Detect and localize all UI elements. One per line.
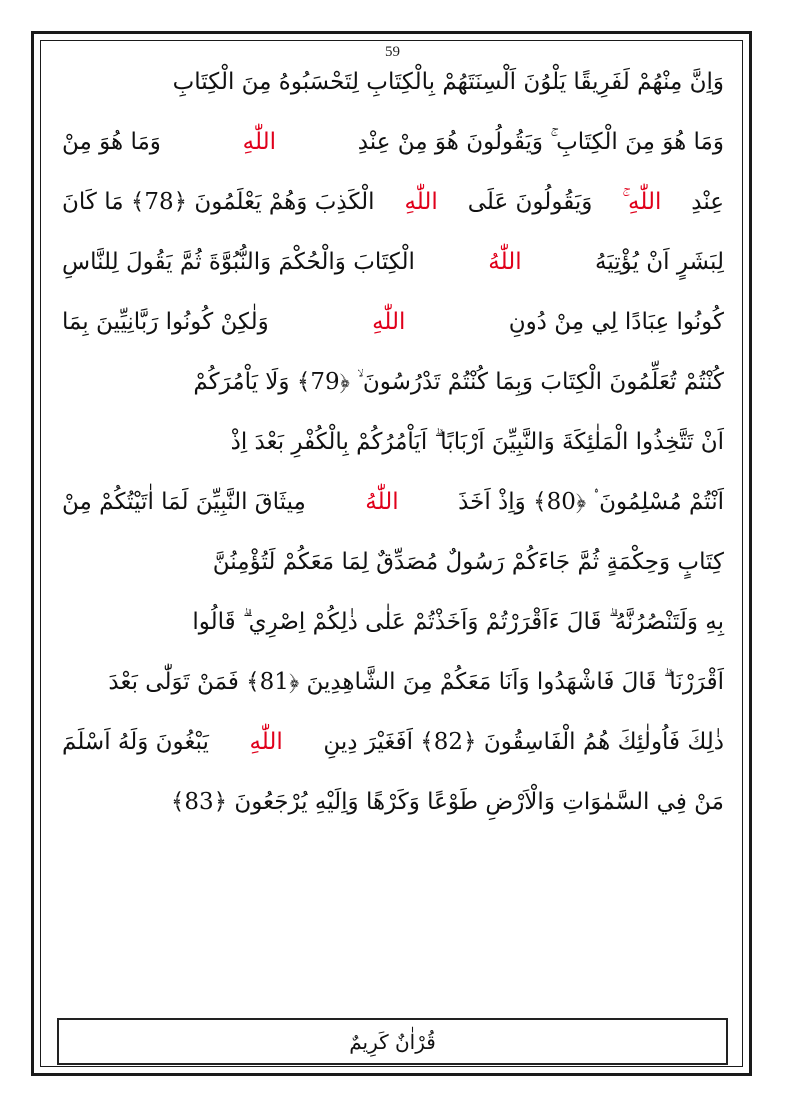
verse-text: ذٰلِكَ فَاُولٰئِكَ هُمُ الْفَاسِقُونَ ﴿82﴾ اَفَغَيْرَ دِينِ bbox=[323, 729, 724, 755]
divine-name: اللّٰهِ bbox=[372, 309, 406, 335]
verse-line bbox=[62, 352, 724, 412]
verse-line bbox=[62, 232, 724, 292]
verse-text: مَنْ فِي السَّمٰوَاتِ وَالْاَرْضِ طَوْعًا وَكَرْهًا وَاِلَيْهِ يُرْجَعُونَ ﴿83﴾ bbox=[170, 789, 724, 815]
quran-text-block bbox=[62, 52, 724, 832]
verse-line bbox=[62, 592, 724, 652]
verse-line bbox=[62, 412, 724, 472]
divine-name: اللّٰهُ bbox=[488, 249, 522, 275]
verse-text: وَاِنَّ مِنْهُمْ لَفَرِيقًا يَلْوُنَ اَلْسِنَتَهُمْ بِالْكِتَابِ لِتَحْسَبُوهُ مِنَ الْكِتَابِ bbox=[172, 69, 724, 95]
verse-text: وَمَا هُوَ مِنْ bbox=[62, 129, 161, 155]
verse-text: اَنْتُمْ مُسْلِمُونَ ۟ ﴿80﴾ وَاِذْ اَخَذَ bbox=[458, 489, 724, 515]
verse-text: يَبْغُونَ وَلَهُ اَسْلَمَ bbox=[62, 729, 209, 755]
page-number: 59 bbox=[385, 44, 400, 60]
divine-name: اللّٰهُ bbox=[365, 489, 399, 515]
verse-text: لِبَشَرٍ اَنْ يُؤْتِيَهُ bbox=[594, 249, 724, 275]
verse-text: وَيَقُولُونَ عَلَى bbox=[467, 189, 593, 215]
verse-text: كِتَابٍ وَحِكْمَةٍ ثُمَّ جَاءَكُمْ رَسُولٌ مُصَدِّقٌ لِمَا مَعَكُمْ لَتُؤْمِنُنَّ bbox=[212, 549, 724, 575]
verse-line bbox=[62, 652, 724, 712]
verse-text: اَقْرَرْنَا ۗ قَالَ فَاشْهَدُوا وَاَنَا مَعَكُمْ مِنَ الشَّاهِدِينَ ﴿81﴾ فَمَنْ تَوَلّٰى بَعْدَ bbox=[108, 669, 724, 695]
verse-text: وَمَا هُوَ مِنَ الْكِتَابِ ۚ وَيَقُولُونَ هُوَ مِنْ عِنْدِ bbox=[357, 129, 724, 155]
verse-text: الْكِتَابَ وَالْحُكْمَ وَالنُّبُوَّةَ ثُمَّ يَقُولَ لِلنَّاسِ bbox=[62, 249, 415, 275]
verse-text: عِنْدِ bbox=[691, 189, 724, 215]
verse-text: كُونُوا عِبَادًا لِي مِنْ دُونِ bbox=[508, 309, 724, 335]
footer-box bbox=[57, 1018, 728, 1065]
verse-line bbox=[62, 532, 724, 592]
footer-label: قُرْاٰنٌ كَرِيمٌ bbox=[349, 1029, 436, 1054]
verse-text: كُنْتُمْ تُعَلِّمُونَ الْكِتَابَ وَبِمَا كُنْتُمْ تَدْرُسُونَ ۙ ﴿79﴾ وَلَا يَاْمُرَكُمْ bbox=[193, 369, 724, 395]
verse-line bbox=[62, 772, 724, 832]
verse-line bbox=[62, 172, 724, 232]
divine-name: اللّٰهِ bbox=[404, 189, 438, 215]
divine-name: اللّٰهِ bbox=[242, 129, 276, 155]
verse-text: مِيثَاقَ النَّبِيِّنَ لَمَا اٰتَيْتُكُمْ مِنْ bbox=[62, 489, 306, 515]
divine-name: اللّٰهِ bbox=[249, 729, 283, 755]
verse-line bbox=[62, 52, 724, 112]
verse-text: الْكَذِبَ وَهُمْ يَعْلَمُونَ ﴿78﴾ مَا كَانَ bbox=[62, 189, 375, 215]
verse-text: وَلٰكِنْ كُونُوا رَبَّانِيِّينَ بِمَا bbox=[62, 309, 269, 335]
verse-text: بِهِ وَلَتَنْصُرُنَّهُ ۗ قَالَ ءَاَقْرَرْتُمْ وَاَخَذْتُمْ عَلٰى ذٰلِكُمْ اِصْرِي ۗ قَالُوا bbox=[192, 609, 724, 635]
verse-line bbox=[62, 712, 724, 772]
verse-line bbox=[62, 292, 724, 352]
divine-name: اللّٰهِ ۚ bbox=[622, 189, 662, 215]
verse-line bbox=[62, 112, 724, 172]
verse-line bbox=[62, 472, 724, 532]
verse-text: اَنْ تَتَّخِذُوا الْمَلٰئِكَةَ وَالنَّبِيِّنَ اَرْبَابًا ۗ اَيَاْمُرُكُمْ بِالْكُفْرِ بَعْدَ اِذْ bbox=[230, 429, 724, 455]
